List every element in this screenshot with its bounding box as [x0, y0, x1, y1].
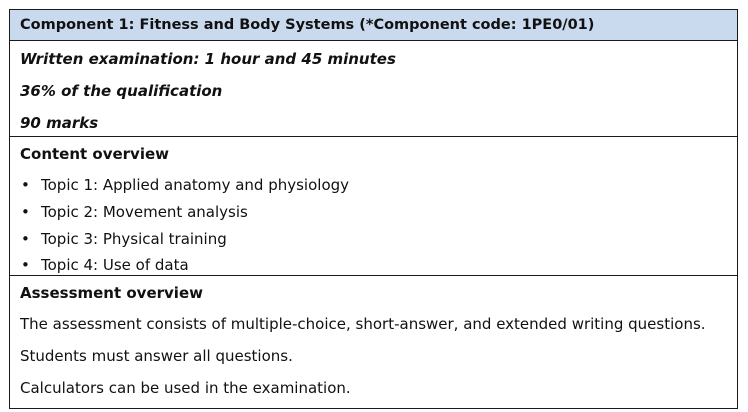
topic-label: Topic 3: Physical training: [41, 229, 227, 248]
component-title: Component 1: Fitness and Body Systems (*Component code: 1PE0/01): [20, 17, 595, 33]
topic-label: Topic 1: Applied anatomy and physiology: [41, 176, 350, 195]
topic-label: Topic 4: Use of data: [41, 256, 189, 275]
bullet-icon: •: [21, 176, 30, 195]
list-item: [20, 199, 727, 226]
bullet-icon: •: [21, 229, 30, 248]
assessment-calculator-note: Calculators can be used in the examination.: [20, 379, 351, 397]
topic-label: Topic 2: Movement analysis: [41, 203, 248, 222]
exam-marks: 90 marks: [20, 114, 99, 132]
component-title-row: [10, 10, 737, 41]
topic-list: [20, 172, 727, 279]
assessment-overview-heading: Assessment overview: [20, 284, 203, 302]
list-item: [20, 225, 727, 252]
content-overview-heading: Content overview: [20, 145, 170, 163]
content-overview-section: [10, 137, 737, 276]
list-item: [20, 172, 727, 199]
assessment-requirement: Students must answer all questions.: [20, 347, 293, 365]
assessment-description: The assessment consists of multiple-choice, short-answer, and extended writing questions.: [20, 315, 706, 333]
exam-info-section: [10, 41, 737, 137]
component-table: [9, 9, 738, 409]
exam-duration: Written examination: 1 hour and 45 minutes: [20, 50, 396, 68]
bullet-icon: •: [21, 256, 30, 275]
exam-weighting: 36% of the qualification: [20, 82, 223, 100]
assessment-overview-section: [10, 276, 737, 408]
bullet-icon: •: [21, 203, 30, 222]
list-item: [20, 252, 727, 279]
